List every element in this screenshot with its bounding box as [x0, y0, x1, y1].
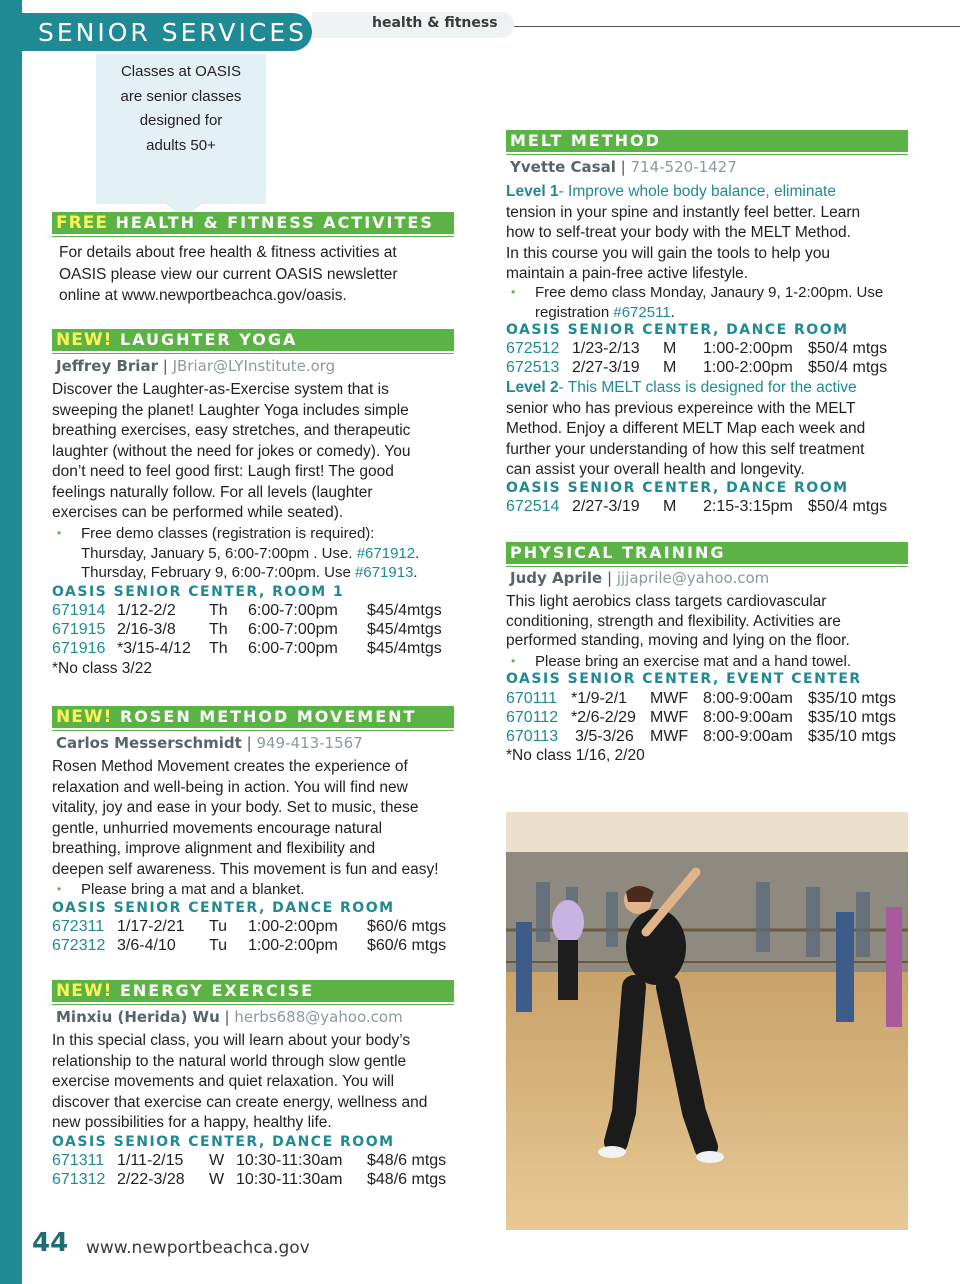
class-id[interactable]: 672512 [506, 340, 560, 357]
separator: | [620, 158, 626, 176]
section-rule [52, 1004, 454, 1005]
demo-class-bullet: • Free demo class Monday, Janaury 9, 1-2:00pm. Use registration #672511. [506, 283, 916, 322]
photo-illustration [506, 812, 908, 1230]
callout-line: are senior classes [120, 87, 242, 105]
instructor-email[interactable]: jjjaprile@yahoo.com [616, 569, 770, 587]
section-header-laughter-yoga [52, 329, 454, 351]
section-rule [506, 566, 908, 567]
free-activities-description: For details about free health & fitness activities at OASIS please view our current OASIS newsletter online at www.newportbeachca.gov/oasis. [59, 244, 398, 304]
section-title: HEALTH & FITNESS ACTIVITES [115, 213, 434, 232]
header-tab [22, 13, 312, 51]
class-id[interactable]: 672513 [506, 359, 560, 376]
instructor-name: Judy Aprile [510, 569, 603, 587]
physical-training-description: This light aerobics class targets cardiovascular conditioning, strength and flexibility. Activities are performed standing, moving and lying on the floor. [506, 593, 850, 649]
separator: | [606, 569, 613, 587]
instructor-name: Yvette Casal [510, 158, 616, 176]
class-id[interactable]: 671915 [52, 621, 106, 638]
energy-description: In this special class, you will learn about your body’s relationship to the natural world through slow gentle exercise movements and quiet relaxation. You will discover that exercise can create energy, wellness and new possibilities for a happy, healthy life. [52, 1032, 428, 1131]
section-title: ROSEN METHOD MOVEMENT [119, 707, 417, 726]
melt-level1-description: Level 1- Improve whole body balance, eliminate tension in your spine and instantly feel better. Learn how to self-treat your body with the MELT Method. In this course you will gain the tools to help you maintain a pain-free active lifestyle. [506, 183, 861, 282]
registration-number[interactable]: #671912 [356, 544, 416, 562]
demo-class-bullet: • Free demo classes (registration is required): Thursday, January 5, 6:00-7:00pm . Use. #671912. Thursday, February 9, 6:00-7:00pm. Use #671913. [52, 524, 457, 583]
location-label: OASIS SENIOR CENTER, DANCE ROOM [52, 900, 395, 916]
level-label: Level 1 [506, 183, 559, 200]
class-id[interactable]: 670112 [506, 709, 559, 726]
page-number: 44 [32, 1228, 69, 1258]
header-subtab [312, 12, 514, 38]
header-rule [514, 26, 960, 27]
category-label: health & fitness [372, 15, 498, 31]
callout-line: designed for [139, 112, 223, 129]
exercise-class-photo [506, 812, 908, 1230]
instructor-line [56, 734, 363, 752]
section-title: MELT METHOD [510, 131, 661, 150]
instructor-name: Carlos Messerschmidt [56, 734, 242, 752]
section-header-energy-exercise [52, 980, 454, 1002]
instructor-email[interactable]: herbs688@yahoo.com [234, 1008, 403, 1026]
location-label: OASIS SENIOR CENTER, DANCE ROOM [506, 480, 849, 496]
class-id[interactable]: 671916 [52, 640, 106, 657]
registration-number[interactable]: #671913 [355, 564, 414, 581]
new-tag: NEW! [56, 981, 113, 1001]
section-header-physical-training [506, 542, 908, 564]
footer-website[interactable]: www.newportbeachca.gov [86, 1238, 310, 1258]
instructor-phone[interactable]: 949-413-1567 [256, 734, 363, 752]
bring-mat-bullet: • Please bring a mat and a blanket. [52, 880, 457, 900]
instructor-name: Minxiu (Herida) Wu [56, 1008, 220, 1026]
no-class-note: *No class 1/16, 2/20 [506, 747, 645, 764]
class-id[interactable]: 672514 [506, 498, 560, 515]
section-title: ENERGY EXERCISE [119, 981, 315, 1000]
free-tag: FREE [56, 213, 108, 233]
class-id[interactable]: 672312 [52, 937, 106, 954]
rosen-description: Rosen Method Movement creates the experience of relaxation and well-being in action. You will find new vitality, joy and ease in your body. Set to music, these gentle, unhurried movements encourage natural breathing, improve alignment and flexibility and deepen self awareness. This movement is fun and easy! [52, 758, 439, 878]
section-title: PHYSICAL TRAINING [510, 543, 726, 562]
instructor-line [510, 158, 737, 176]
section-header-free-activities [52, 212, 454, 234]
section-rule [506, 154, 908, 155]
class-id[interactable]: 671311 [52, 1152, 105, 1169]
section-rule [52, 353, 454, 354]
left-color-bar [0, 0, 22, 1284]
instructor-line [56, 357, 335, 375]
location-label: OASIS SENIOR CENTER, EVENT CENTER [506, 671, 862, 687]
instructor-line [510, 569, 769, 587]
no-class-note: *No class 3/22 [52, 660, 152, 677]
callout-line: Classes at OASIS [120, 63, 242, 80]
separator: | [246, 734, 252, 752]
separator: | [162, 357, 168, 375]
location-label: OASIS SENIOR CENTER, DANCE ROOM [52, 1134, 395, 1150]
class-id[interactable]: 672311 [52, 918, 105, 935]
instructor-line [56, 1008, 403, 1026]
section-title: LAUGHTER YOGA [119, 330, 298, 349]
class-id[interactable]: 671312 [52, 1171, 106, 1188]
section-rule [52, 236, 454, 237]
new-tag: NEW! [56, 330, 113, 350]
melt-level2-description: Level 2- This MELT class is designed for the active senior who has previous expereince with the MELT Method. Enjoy a different MELT Map each week and further your understanding of how this self treatment can assist your overall health and longevity. [506, 379, 866, 478]
callout-box [96, 54, 266, 204]
instructor-name: Jeffrey Briar [56, 357, 158, 375]
location-label: OASIS SENIOR CENTER, ROOM 1 [52, 584, 345, 600]
section-header-melt-method [506, 130, 908, 152]
new-tag: NEW! [56, 707, 113, 727]
class-id[interactable]: 671914 [52, 602, 106, 619]
separator: | [224, 1008, 230, 1026]
bring-mat-bullet: • Please bring an exercise mat and a hand towel. [506, 652, 916, 672]
registration-number[interactable]: #672511 [613, 303, 671, 321]
class-id[interactable]: 670111 [506, 690, 558, 707]
level-label: Level 2 [506, 379, 559, 396]
callout-line: adults 50+ [146, 136, 216, 154]
instructor-phone[interactable]: 714-520-1427 [630, 158, 737, 176]
instructor-email[interactable]: JBriar@LYInstitute.org [172, 357, 336, 375]
page-title: SENIOR SERVICES [38, 18, 307, 47]
location-label: OASIS SENIOR CENTER, DANCE ROOM [506, 322, 849, 338]
section-header-rosen-method [52, 706, 454, 728]
class-id[interactable]: 670113 [506, 728, 559, 745]
section-rule [52, 730, 454, 731]
laughter-yoga-description: Discover the Laughter-as-Exercise system that is sweeping the planet! Laughter Yoga includes simple breathing exercises, easy stretches, and therapeutic laughter (without the need for jokes or comedy). You don’t need to feel good first: Laugh first! The good feelings naturally follow. For all levels (laughter exercises can be performed while seated). [52, 381, 411, 521]
